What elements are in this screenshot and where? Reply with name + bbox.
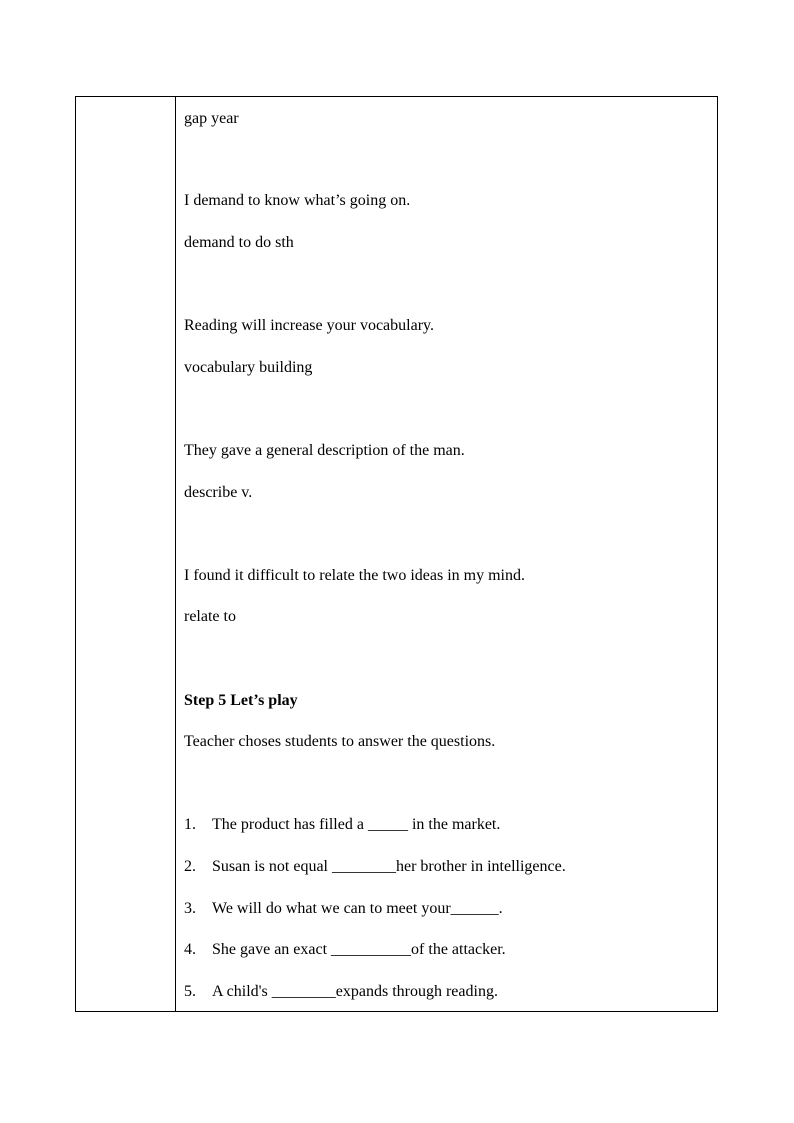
example-relate: I found it difficult to relate the two ideas in my mind. <box>184 567 525 584</box>
step-instruction: Teacher choses students to answer the questions. <box>184 733 496 750</box>
phrase-vocabulary: vocabulary building <box>184 359 313 376</box>
question-item <box>184 982 498 1002</box>
content-cell <box>176 97 717 1011</box>
question-number: 5. <box>184 983 196 1000</box>
example-demand: I demand to know what’s going on. <box>184 192 411 209</box>
question-number: 1. <box>184 816 196 833</box>
lesson-table <box>75 96 718 1012</box>
question-text: We will do what we can to meet your______. <box>212 900 503 917</box>
example-vocabulary: Reading will increase your vocabulary. <box>184 317 434 334</box>
phrase-relate: relate to <box>184 608 236 625</box>
vocab-gap-year: gap year <box>184 110 239 127</box>
question-number: 4. <box>184 941 196 958</box>
question-text: The product has filled a _____ in the market. <box>212 816 501 833</box>
question-text: She gave an exact __________of the attacker. <box>212 941 506 958</box>
question-text: A child's ________expands through reading. <box>212 983 498 1000</box>
question-number: 2. <box>184 858 196 875</box>
question-item <box>184 857 566 877</box>
question-number: 3. <box>184 900 196 917</box>
question-item <box>184 940 506 960</box>
left-column <box>76 97 176 1011</box>
question-text: Susan is not equal ________her brother in intelligence. <box>212 858 566 875</box>
phrase-demand: demand to do sth <box>184 234 294 251</box>
example-description: They gave a general description of the man. <box>184 442 465 459</box>
step-title: Step 5 Let’s play <box>184 692 298 709</box>
question-item <box>184 899 503 919</box>
phrase-describe: describe v. <box>184 484 253 501</box>
question-item <box>184 815 500 835</box>
